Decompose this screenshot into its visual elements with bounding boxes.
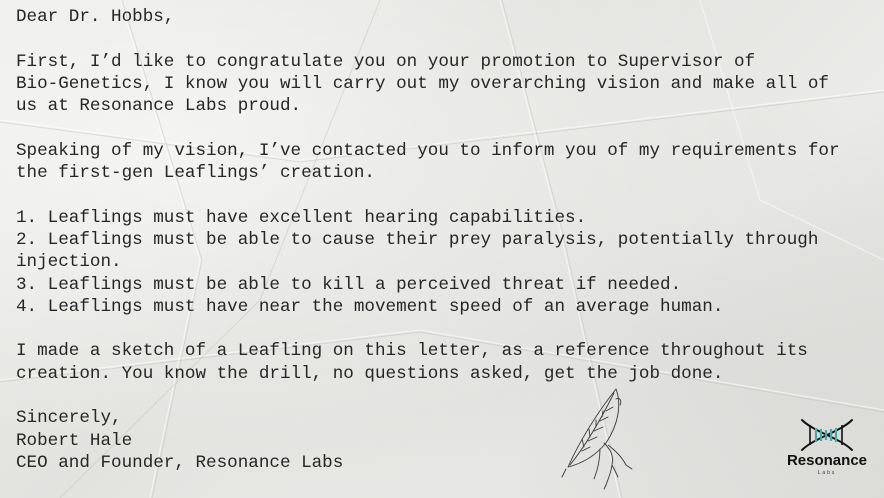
sketch-note-line-1: I made a sketch of a Leafling on this letter, as a reference throughout its [16, 341, 808, 362]
salutation: Dear Dr. Hobbs, [16, 7, 175, 27]
requirement-line: 1. Leaflings must have excellent hearing capabilities. [16, 207, 587, 228]
requirement-line: 4. Leaflings must have near the movement speed of an average human. [16, 296, 724, 317]
vision-line-1: Speaking of my vision, I’ve contacted you to inform you of my requirements for [16, 140, 840, 161]
resonance-labs-logo [782, 418, 872, 480]
dna-helix-icon [800, 418, 854, 452]
signature-title: CEO and Founder, Resonance Labs [16, 452, 344, 473]
logo-subtitle: Labs [817, 470, 837, 476]
intro-line-3: us at Resonance Labs proud. [16, 96, 302, 117]
intro-line-2: Bio-Genetics, I know you will carry out my overarching vision and make all of [16, 73, 829, 94]
requirement-line: injection. [16, 252, 122, 273]
requirement-line: 2. Leaflings must be able to cause their prey paralysis, potentially through [16, 229, 819, 250]
vision-line-2: the first-gen Leaflings’ creation. [16, 163, 375, 184]
logo-name: Resonance [786, 452, 868, 469]
requirement-line: 3. Leaflings must be able to kill a perceived threat if needed. [16, 274, 682, 295]
intro-line-1: First, I’d like to congratulate you on your promotion to Supervisor of [16, 51, 756, 72]
signature-name: Robert Hale [16, 430, 133, 451]
leafling-sketch-icon [560, 385, 640, 490]
letter-body [16, 6, 876, 474]
closing: Sincerely, [16, 408, 122, 429]
sketch-note-line-2: creation. You know the drill, no questions asked, get the job done. [16, 363, 724, 384]
